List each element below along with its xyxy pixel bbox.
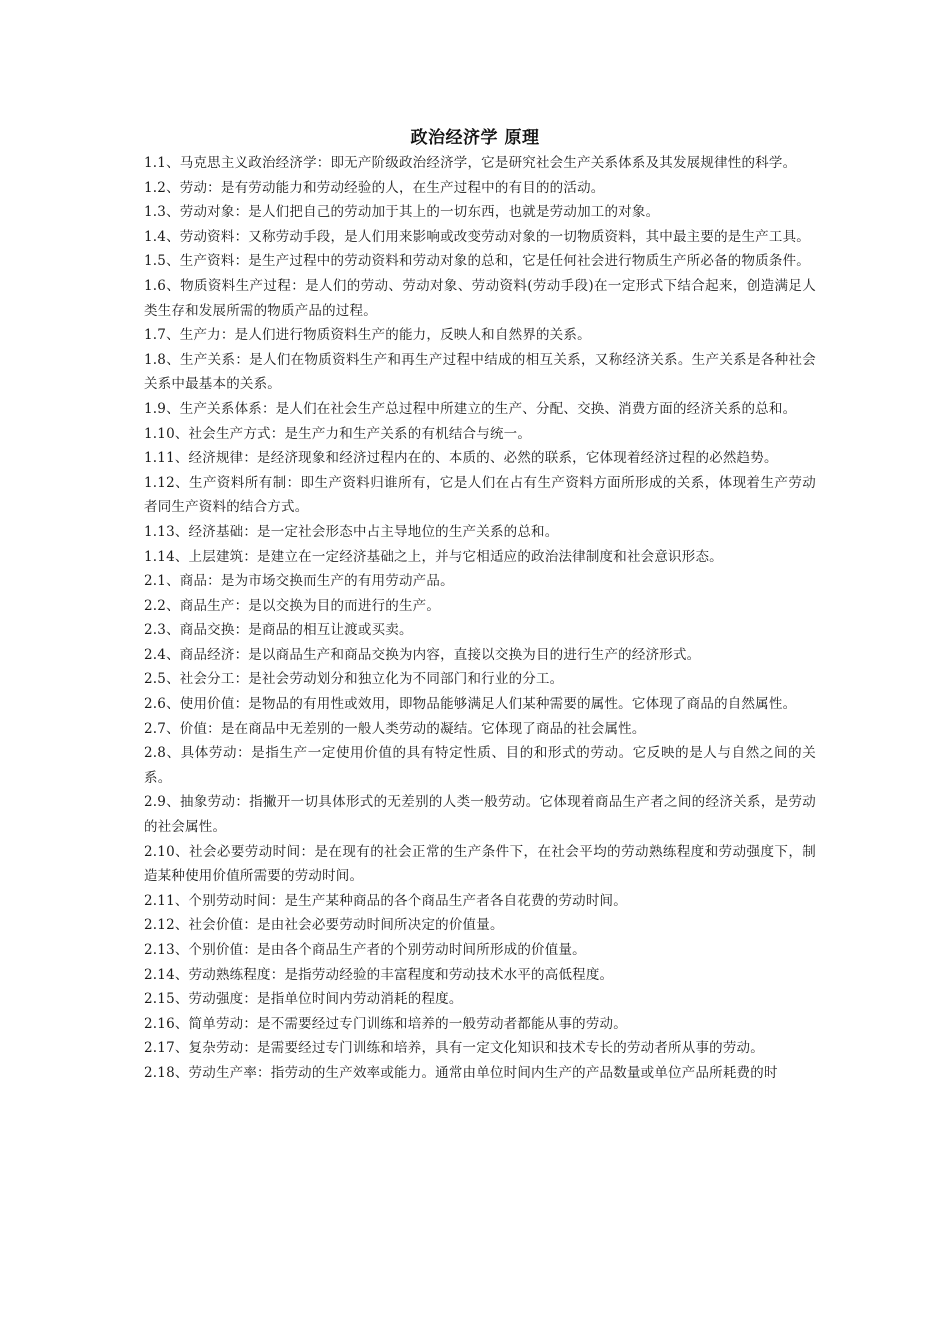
paragraph-2-12: 2.12、社会价值：是由社会必要劳动时间所决定的价值量。 [144, 917, 504, 934]
document-body [144, 151, 816, 1086]
paragraph-2-3: 2.3、商品交换：是商品的相互让渡或买卖。 [144, 622, 413, 639]
paragraph-1-8: 1.8、生产关系：是人们在物质资料生产和再生产过程中结成的相互关系，又称经济关系。生产关系是各种社会关系中最基本的关系。 [144, 351, 816, 393]
paragraph-2-4: 2.4、商品经济：是以商品生产和商品交换为内容，直接以交换为目的进行生产的经济形式。 [144, 646, 701, 663]
paragraph-1-9: 1.9、生产关系体系：是人们在社会生产总过程中所建立的生产、分配、交换、消费方面的经济关系的总和。 [144, 400, 797, 417]
paragraph-1-10: 1.10、社会生产方式：是生产力和生产关系的有机结合与统一。 [144, 425, 532, 442]
paragraph-1-3: 1.3、劳动对象：是人们把自己的劳动加于其上的一切东西，也就是劳动加工的对象。 [144, 204, 660, 221]
paragraph-2-9: 2.9、抽象劳动：指撇开一切具体形式的无差别的人类一般劳动。它体现着商品生产者之间的经济关系，是劳动的社会属性。 [144, 794, 816, 836]
paragraph-1-1: 1.1、马克思主义政治经济学：即无产阶级政治经济学，它是研究社会生产关系体系及其发展规律性的科学。 [144, 155, 797, 171]
paragraph-2-15: 2.15、劳动强度：是指单位时间内劳动消耗的程度。 [144, 991, 463, 1008]
paragraph-1-6: 1.6、物质资料生产过程：是人们的劳动、劳动对象、劳动资料(劳动手段)在一定形式下结合起来，创造满足人类生存和发展所需的物质产品的过程。 [144, 277, 816, 319]
paragraph-2-7: 2.7、价值：是在商品中无差别的一般人类劳动的凝结。它体现了商品的社会属性。 [144, 720, 646, 737]
paragraph-2-18: 2.18、劳动生产率：指劳动的生产效率或能力。通常由单位时间内生产的产品数量或单位产品所耗费的时 [144, 1064, 778, 1081]
document-title: 政治经济学 原理 [410, 128, 540, 148]
paragraph-2-13: 2.13、个别价值：是由各个商品生产者的个别劳动时间所形成的价值量。 [144, 942, 586, 958]
paragraph-2-14: 2.14、劳动熟练程度：是指劳动经验的丰富程度和劳动技术水平的高低程度。 [144, 966, 614, 983]
paragraph-1-7: 1.7、生产力：是人们进行物质资料生产的能力，反映人和自然界的关系。 [144, 327, 591, 344]
paragraph-2-16: 2.16、简单劳动：是不需要经过专门训练和培养的一般劳动者都能从事的劳动。 [144, 1015, 627, 1032]
paragraph-1-12: 1.12、生产资料所有制：即生产资料归谁所有，它是人们在占有生产资料方面所形成的关系，体现着生产劳动者同生产资料的结合方式。 [144, 474, 816, 516]
paragraph-1-11: 1.11、经济规律：是经济现象和经济过程内在的、本质的、必然的联系，它体现着经济过程的必然趋势。 [144, 450, 778, 467]
paragraph-2-5: 2.5、社会分工：是社会劳动划分和独立化为不同部门和行业的分工。 [144, 671, 564, 688]
paragraph-2-2: 2.2、商品生产：是以交换为目的而进行的生产。 [144, 597, 441, 614]
paragraph-2-17: 2.17、复杂劳动：是需要经过专门训练和培养，具有一定文化知识和技术专长的劳动者所从事的劳动。 [144, 1040, 764, 1057]
paragraph-2-10: 2.10、社会必要劳动时间：是在现有的社会正常的生产条件下，在社会平均的劳动熟练程度和劳动强度下，制造某种使用价值所需要的劳动时间。 [144, 843, 816, 885]
paragraph-1-5: 1.5、生产资料：是生产过程中的劳动资料和劳动对象的总和，它是任何社会进行物质生产所必备的物质条件。 [144, 253, 810, 270]
paragraph-2-6: 2.6、使用价值：是物品的有用性或效用，即物品能够满足人们某种需要的属性。它体现了商品的自然属性。 [144, 696, 797, 713]
paragraph-2-1: 2.1、商品：是为市场交换而生产的有用劳动产品。 [144, 573, 454, 590]
paragraph-2-8: 2.8、具体劳动：是指生产一定使用价值的具有特定性质、目的和形式的劳动。它反映的是人与自然之间的关系。 [144, 745, 816, 786]
paragraph-1-2: 1.2、劳动：是有劳动能力和劳动经验的人，在生产过程中的有目的的活动。 [144, 179, 605, 196]
paragraph-2-11: 2.11、个别劳动时间：是生产某种商品的各个商品生产者各自花费的劳动时间。 [144, 892, 627, 909]
paragraph-1-14: 1.14、上层建筑：是建立在一定经济基础之上，并与它相适应的政治法律制度和社会意识形态。 [144, 548, 723, 565]
paragraph-1-4: 1.4、劳动资料：又称劳动手段，是人们用来影响或改变劳动对象的一切物质资料，其中最主要的是生产工具。 [144, 228, 810, 245]
paragraph-1-13: 1.13、经济基础：是一定社会形态中占主导地位的生产关系的总和。 [144, 523, 559, 540]
